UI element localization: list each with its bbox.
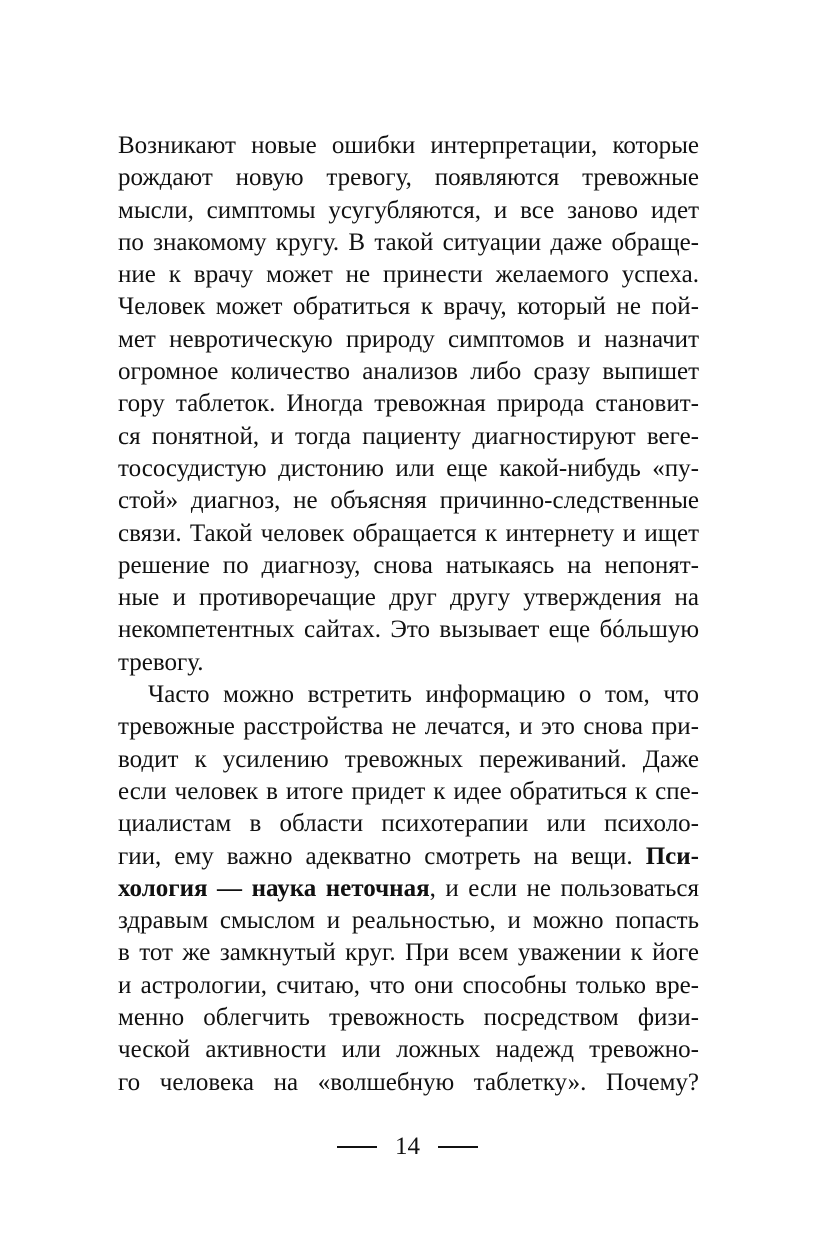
text-segment: гии, ему важно адекватно смотреть на вещи. — [118, 842, 633, 870]
text-line: менно облегчить тревожность посредством физи- — [118, 1004, 699, 1032]
text-line: некомпетентных сайтах. Это вызывает еще бóльшую — [118, 616, 699, 644]
text-line: ные и противоречащие друг другу утверждения на — [118, 584, 699, 612]
text-line: циалистам в области психотерапии или психоло- — [118, 810, 699, 838]
text-line: здравым смыслом и реальностью, и можно попасть — [118, 907, 699, 935]
text-line: стой» диагноз, не объясняя причинно-следственные — [118, 487, 699, 515]
text-line: связи. Такой человек обращается к интернету и ищет — [118, 519, 699, 547]
text-line: рождают новую тревогу, появляются тревожные — [118, 164, 699, 192]
text-line: Человек может обратиться к врачу, который не пой- — [118, 293, 699, 321]
right-dash — [438, 1146, 478, 1148]
text-segment: , и если не пользоваться — [429, 874, 699, 902]
text-line: тревогу. — [118, 648, 204, 676]
text-line: решение по диагнозу, снова натыкаясь на непонят- — [118, 551, 699, 579]
text-line: по знакомому кругу. В такой ситуации даже обраще- — [118, 228, 699, 256]
text-line: ческой активности или ложных надежд тревожно- — [118, 1036, 699, 1064]
text-line: мысли, симптомы усугубляются, и все заново идет — [118, 196, 699, 224]
page-number: 14 — [395, 1133, 420, 1160]
paragraph-1 — [118, 130, 699, 679]
text-line: водит к усилению тревожных переживаний. Даже — [118, 745, 699, 773]
text-line: го человека на «волшебную таблетку». Почему? — [118, 1068, 699, 1096]
page-footer — [0, 1132, 815, 1162]
paragraph-2 — [118, 679, 699, 1099]
text-line: тососудистую дистонию или еще какой-нибудь «пу- — [118, 454, 699, 482]
page-body — [118, 130, 699, 1099]
bold-text: хология — наука неточная — [118, 874, 430, 902]
text-line: в тот же замкнутый круг. При всем уважении к йоге — [118, 939, 699, 967]
text-line: мет невротическую природу симптомов и назначит — [118, 325, 699, 353]
text-line: ся понятной, и тогда пациенту диагностируют веге- — [118, 422, 699, 450]
text-line-mixed — [118, 841, 699, 873]
text-line: тревожные расстройства не лечатся, и это снова при- — [118, 713, 699, 741]
text-line-mixed — [118, 873, 699, 905]
text-line: Часто можно встретить информацию о том, что — [148, 681, 699, 709]
text-line: гору таблеток. Иногда тревожная природа становит- — [118, 390, 699, 418]
text-line: ние к врачу может не принести желаемого успеха. — [118, 261, 699, 289]
text-line: Возникают новые ошибки интерпретации, которые — [118, 132, 699, 159]
text-line: огромное количество анализов либо сразу выпишет — [118, 358, 699, 386]
text-line: если человек в итоге придет к идее обратиться к спе- — [118, 777, 699, 805]
text-line: и астрологии, считаю, что они способны только вре- — [118, 971, 699, 999]
bold-text: Пси- — [645, 842, 699, 870]
left-dash — [337, 1146, 377, 1148]
